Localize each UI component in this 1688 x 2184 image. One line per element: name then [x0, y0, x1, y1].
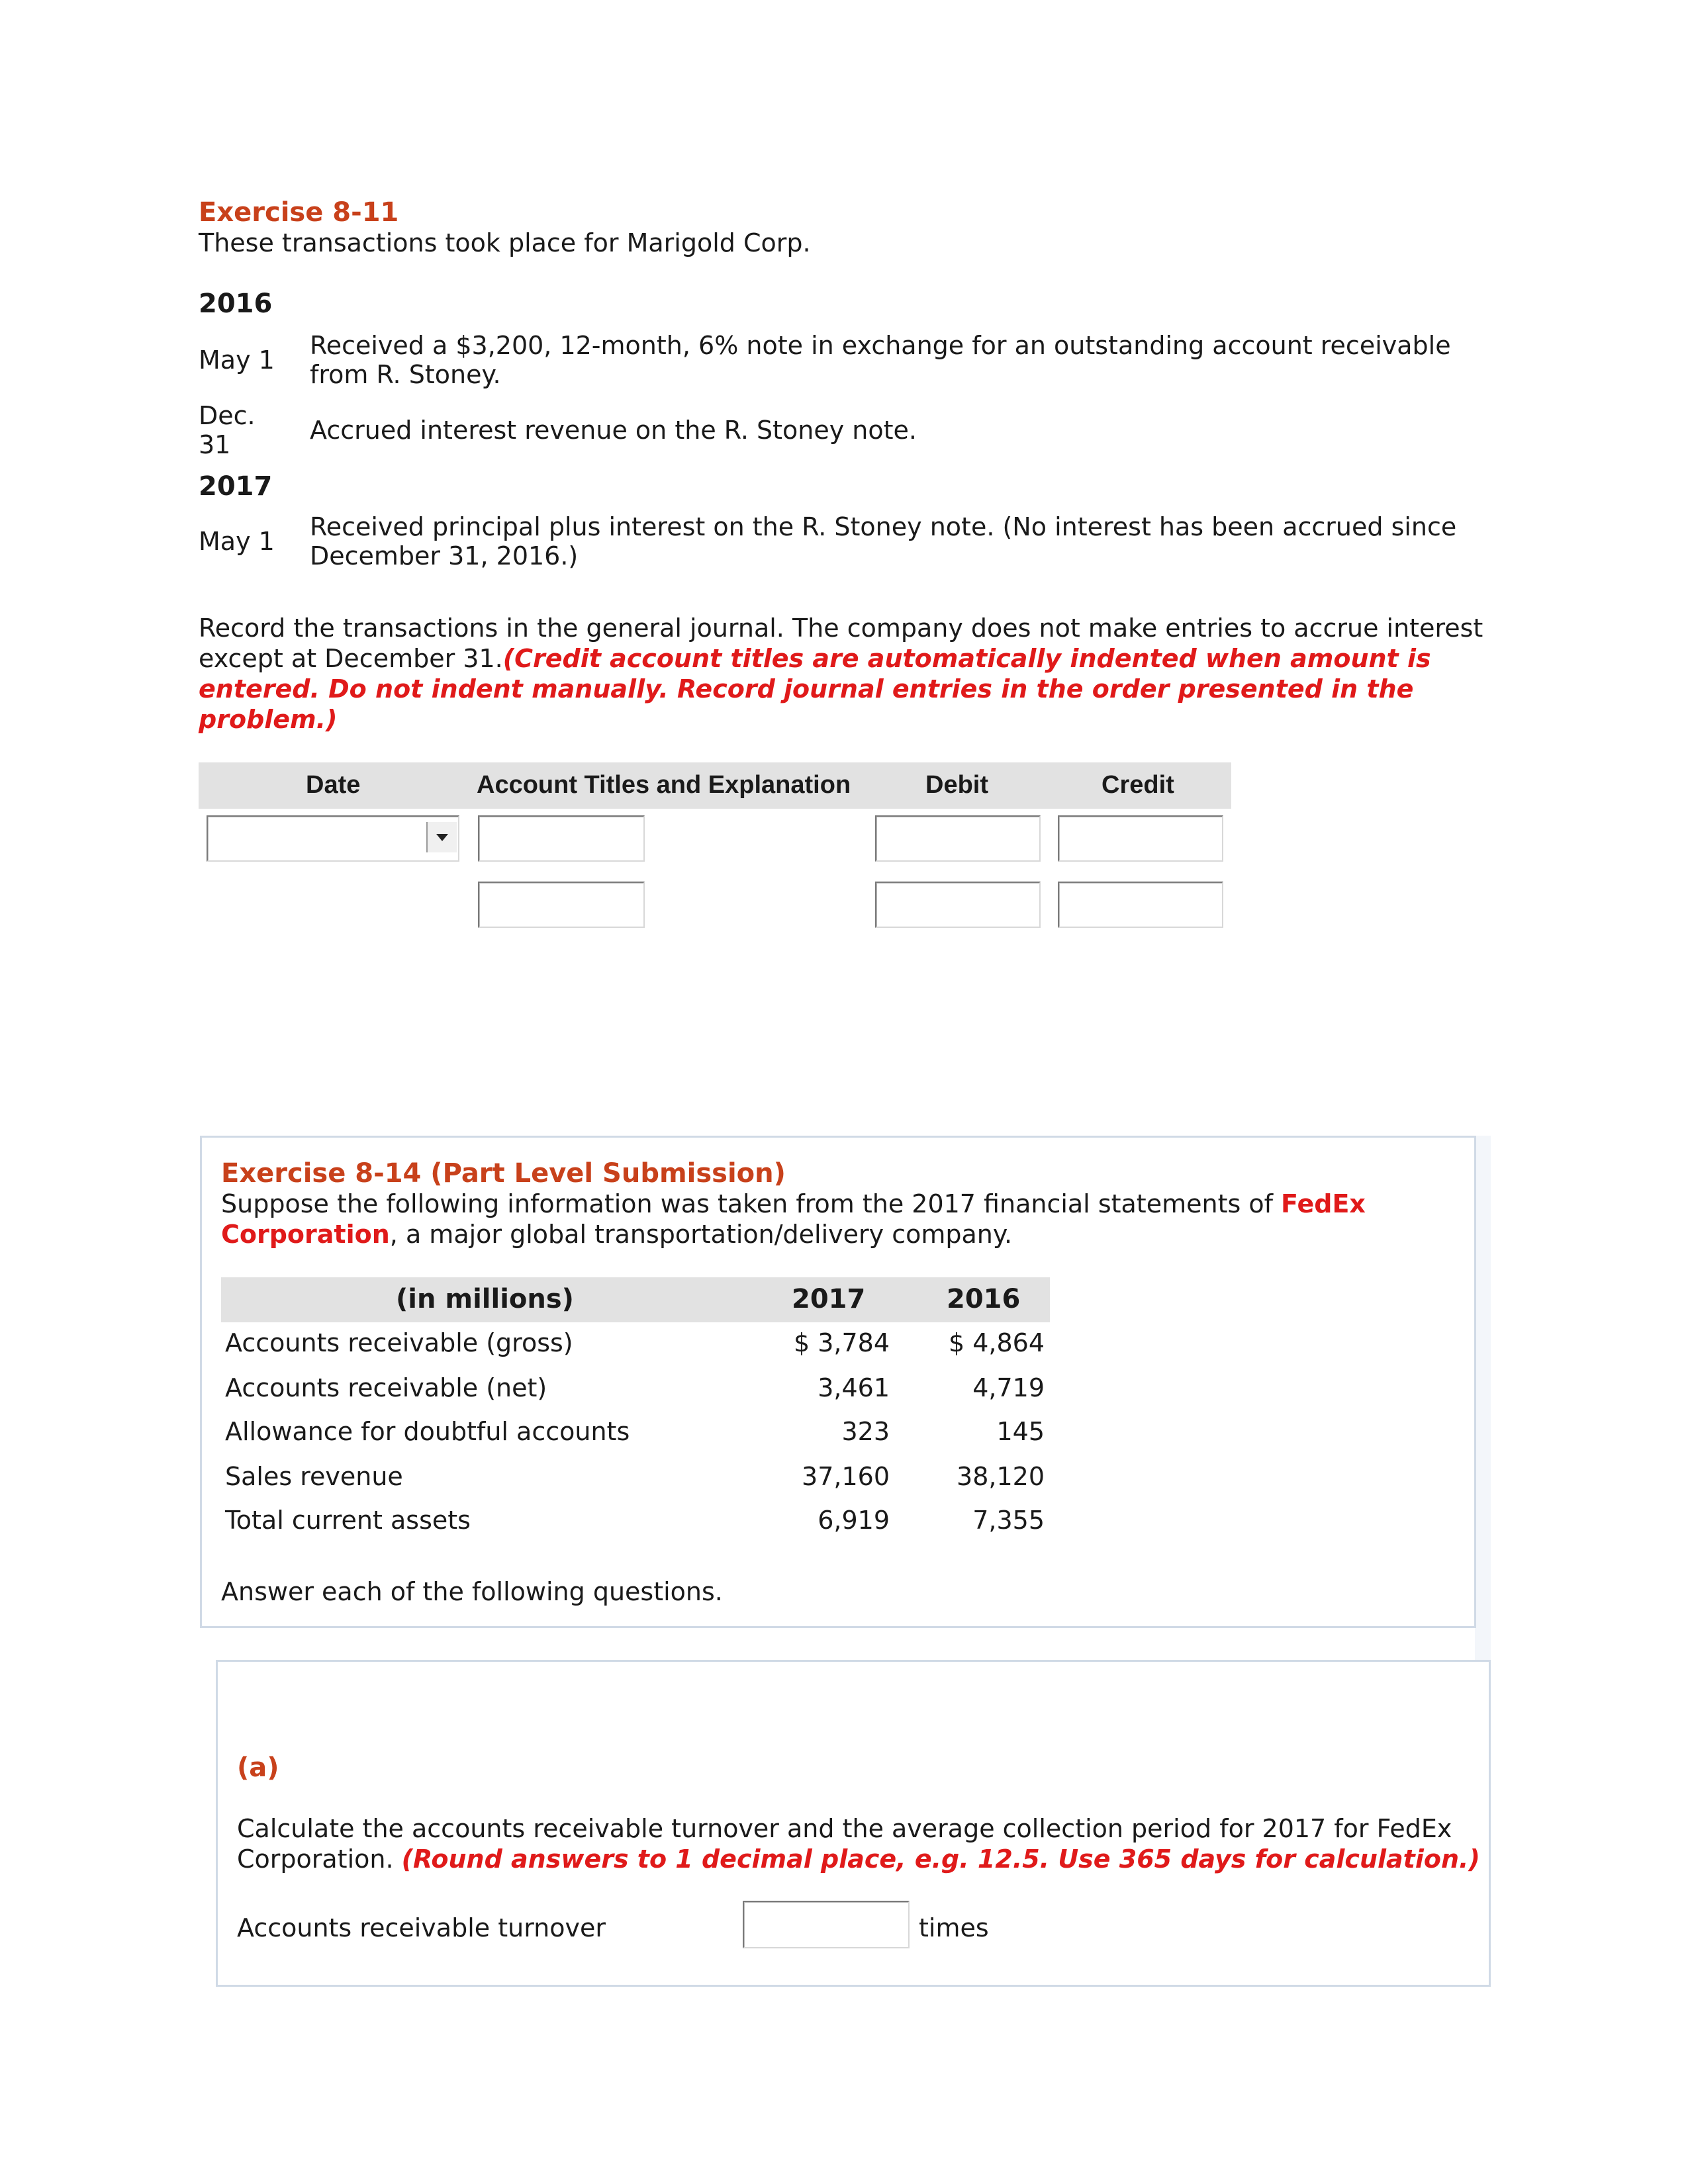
part-a-label: (a) [237, 1752, 279, 1783]
row-label: Accounts receivable (net) [225, 1373, 547, 1402]
account-title-input[interactable] [478, 882, 645, 928]
credit-input[interactable] [1058, 815, 1223, 862]
row-label: Sales revenue [225, 1462, 403, 1491]
column-header-account: Account Titles and Explanation [477, 771, 851, 799]
transaction-description [310, 331, 1475, 389]
exercise-8-14-intro [221, 1219, 1012, 1250]
year-2017-heading: 2017 [199, 471, 273, 502]
column-header-2016: 2016 [947, 1284, 1021, 1314]
transaction-date-line: Dec. [199, 401, 256, 430]
exercise-8-11-intro: These transactions took place for Marigold Corp. [199, 228, 811, 257]
debit-input[interactable] [875, 815, 1041, 862]
row-label: Accounts receivable (gross) [225, 1328, 573, 1357]
turnover-input[interactable] [743, 1901, 910, 1948]
part-a-question [237, 1844, 1480, 1874]
value-2017: 37,160 [802, 1462, 890, 1491]
company-name: FedEx [1281, 1189, 1366, 1218]
turnover-unit: times [919, 1913, 989, 1942]
instruction-line [199, 643, 1431, 674]
transaction-description-line: Received principal plus interest on the R. Stoney note. (No interest has been accrued since [310, 512, 1457, 541]
value-2016: 38,120 [957, 1462, 1045, 1491]
part-a-question: Calculate the accounts receivable turnover and the average collection period for 2017 for FedEx [237, 1814, 1452, 1843]
value-2017: 323 [841, 1417, 890, 1446]
transaction-date: May 1 [199, 527, 275, 556]
value-2017: 6,919 [818, 1506, 890, 1535]
row-label: Total current assets [225, 1506, 471, 1535]
transaction-description-line: December 31, 2016.) [310, 541, 579, 570]
journal-table-header [199, 762, 1231, 809]
transaction-description-line: Received a $3,200, 12-month, 6% note in exchange for an outstanding account receivable [310, 331, 1451, 360]
value-2016: 145 [996, 1417, 1045, 1446]
exercise-8-14-intro [221, 1189, 1366, 1219]
transaction-date [199, 401, 256, 459]
answer-prompt: Answer each of the following questions. [221, 1577, 723, 1606]
intro-text: , a major global transportation/delivery company. [389, 1220, 1013, 1249]
exercise-8-11-title: Exercise 8-11 [199, 197, 399, 228]
transaction-date: May 1 [199, 345, 275, 375]
transaction-description [310, 512, 1475, 570]
column-header-credit: Credit [1102, 771, 1174, 799]
exercise-8-14-title: Exercise 8-14 (Part Level Submission) [221, 1158, 786, 1189]
column-header-2017: 2017 [792, 1284, 866, 1314]
date-select[interactable] [207, 815, 459, 862]
value-2016: 7,355 [972, 1506, 1045, 1535]
intro-text: Suppose the following information was taken from the 2017 financial statements of [221, 1189, 1282, 1218]
column-header-debit: Debit [925, 771, 988, 799]
turnover-label: Accounts receivable turnover [237, 1913, 606, 1942]
row-label: Allowance for doubtful accounts [225, 1417, 630, 1446]
debit-input[interactable] [875, 882, 1041, 928]
transaction-description: Accrued interest revenue on the R. Stoney note. [310, 416, 917, 445]
instruction-line: Record the transactions in the general journal. The company does not make entries to accrue interest [199, 614, 1483, 643]
transaction-description-line: from R. Stoney. [310, 360, 501, 389]
chevron-down-icon[interactable] [426, 822, 457, 852]
account-title-input[interactable] [478, 815, 645, 862]
instruction-emphasis: problem.) [199, 705, 338, 734]
instruction-emphasis: entered. Do not indent manually. Record journal entries in the order presented in the [199, 674, 1414, 704]
instruction-emphasis: (Credit account titles are automatically indented when amount is [502, 644, 1431, 673]
value-2016: $ 4,864 [948, 1328, 1045, 1357]
question-text: Corporation. [237, 1844, 402, 1874]
company-name: Corporation [221, 1220, 390, 1249]
column-header-date: Date [306, 771, 361, 799]
value-2017: $ 3,784 [793, 1328, 890, 1357]
year-2016-heading: 2016 [199, 289, 273, 319]
column-header-label: (in millions) [396, 1284, 574, 1314]
rounding-instruction: (Round answers to 1 decimal place, e.g. 12.5. Use 365 days for calculation.) [401, 1844, 1480, 1874]
credit-input[interactable] [1058, 882, 1223, 928]
value-2017: 3,461 [818, 1373, 890, 1402]
value-2016: 4,719 [972, 1373, 1045, 1402]
instruction-text: except at December 31. [199, 644, 503, 673]
transaction-date-line: 31 [199, 430, 231, 459]
financial-table-header [221, 1277, 1050, 1322]
